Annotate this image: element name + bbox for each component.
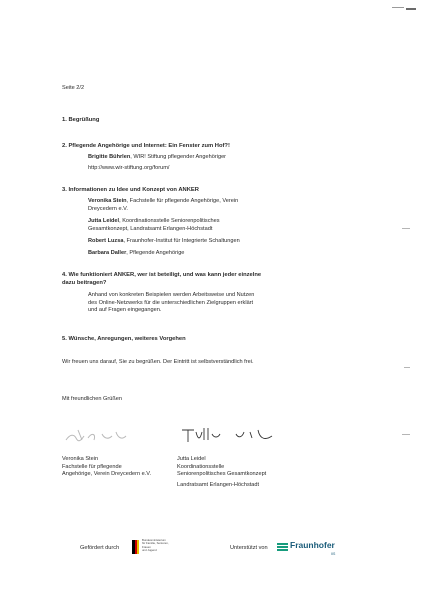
signatory-1 bbox=[62, 456, 151, 479]
funded-by-label: Gefördert durch bbox=[80, 545, 120, 551]
closing-greeting: Mit freundlichen Grüßen bbox=[62, 396, 123, 402]
speaker-affiliation: , Pflegende Angehörige bbox=[126, 250, 185, 256]
speaker-affiliation-cont: Dreycedern e.V. bbox=[88, 205, 128, 212]
speaker-affiliation: , Koordinationsstelle Seniorenpolitisches bbox=[119, 218, 220, 224]
scan-artifact bbox=[402, 228, 410, 229]
speaker-affiliation: , WIR! Stiftung pflegender Angehöriger bbox=[130, 154, 227, 160]
signatory-name: Veronika Stein bbox=[62, 456, 99, 462]
speaker-affiliation: , Fraunhofer-Institut für Integrierte Schaltungen bbox=[123, 238, 240, 244]
fraunhofer-icon bbox=[277, 541, 289, 553]
fraunhofer-logo bbox=[277, 540, 337, 560]
speaker-entry bbox=[88, 238, 240, 246]
body-line: Anhand von konkreten Beispielen werden Arbeitsweise und Nutzen bbox=[88, 292, 255, 298]
speaker-name: Veronika Stein bbox=[88, 198, 127, 204]
fraunhofer-sub: IIS bbox=[331, 552, 336, 556]
section-5-title: 5. Wünsche, Anregungen, weiteres Vorgehen bbox=[62, 336, 186, 342]
speaker-name: Jutta Leidel bbox=[88, 218, 120, 224]
page-number: Seite 2/2 bbox=[62, 85, 85, 91]
fraunhofer-wordmark: Fraunhofer bbox=[290, 540, 335, 550]
scan-artifact bbox=[404, 367, 410, 368]
scan-artifact bbox=[402, 434, 410, 435]
signatory-name: Jutta Leidel bbox=[177, 456, 206, 462]
section-2-title: 2. Pflegende Angehörige und Internet: Ein Fenster zum Hof?! bbox=[62, 143, 230, 149]
speaker-name: Barbara Daller bbox=[88, 250, 127, 256]
section-4-body bbox=[88, 292, 254, 315]
speaker-entry bbox=[88, 218, 220, 233]
ministry-logo-text: Bundesministerium für Familie, Senioren, Frauen und Jugend bbox=[142, 538, 169, 553]
speaker-affiliation-cont: Gesamtkonzept, Landratsamt Erlangen-Höchstadt bbox=[88, 225, 213, 232]
section-3-title: 3. Informationen zu Idee und Konzept von ANKER bbox=[62, 187, 199, 193]
flag-icon bbox=[137, 540, 139, 554]
speaker-name: Brigitte Bührlen bbox=[88, 154, 131, 160]
body-line: des Online-Netzwerks für die unterschiedlichen Zielgruppen erklärt bbox=[88, 299, 254, 306]
signatory-role: Koordinationsstelle bbox=[177, 463, 225, 470]
signatory-role: Angehörige, Verein Dreycedern e.V. bbox=[62, 471, 152, 478]
section-4-title bbox=[62, 271, 261, 287]
signature-veronika-stein bbox=[64, 424, 134, 448]
body-line: und auf Fragen eingegangen. bbox=[88, 307, 162, 314]
speaker-entry bbox=[88, 154, 226, 162]
speaker-entry bbox=[88, 250, 184, 258]
signatory-role: Landratsamt Erlangen-Höchstadt bbox=[177, 481, 260, 488]
scan-artifact bbox=[392, 7, 404, 8]
section-1-title: 1. Begrüßung bbox=[62, 117, 100, 123]
speaker-name: Robert Luzsa bbox=[88, 238, 124, 244]
section-4-title-line2: dazu beitragen? bbox=[62, 280, 107, 286]
signatory-role: Fachstelle für pflegende bbox=[62, 463, 122, 470]
ministry-logo bbox=[132, 539, 176, 557]
signatory-2 bbox=[177, 456, 266, 489]
section-4-title-line1: 4. Wie funktioniert ANKER, wer ist beteiligt, und was kann jeder einzelne bbox=[62, 272, 262, 278]
welcome-text: Wir freuen uns darauf, Sie zu begrüßen. Der Eintritt ist selbstverständlich frei. bbox=[62, 359, 254, 365]
speaker-entry bbox=[88, 198, 238, 213]
forum-url: http://www.wir-stiftung.org/forum/ bbox=[88, 165, 170, 171]
speaker-affiliation: , Fachstelle für pflegende Angehörige, Verein bbox=[126, 198, 239, 204]
signatory-role: Seniorenpolitisches Gesamtkonzept bbox=[177, 471, 267, 478]
scan-artifact bbox=[406, 8, 416, 10]
supported-by-label: Unterstützt von bbox=[230, 545, 268, 551]
signature-jutta-leidel bbox=[180, 422, 280, 446]
